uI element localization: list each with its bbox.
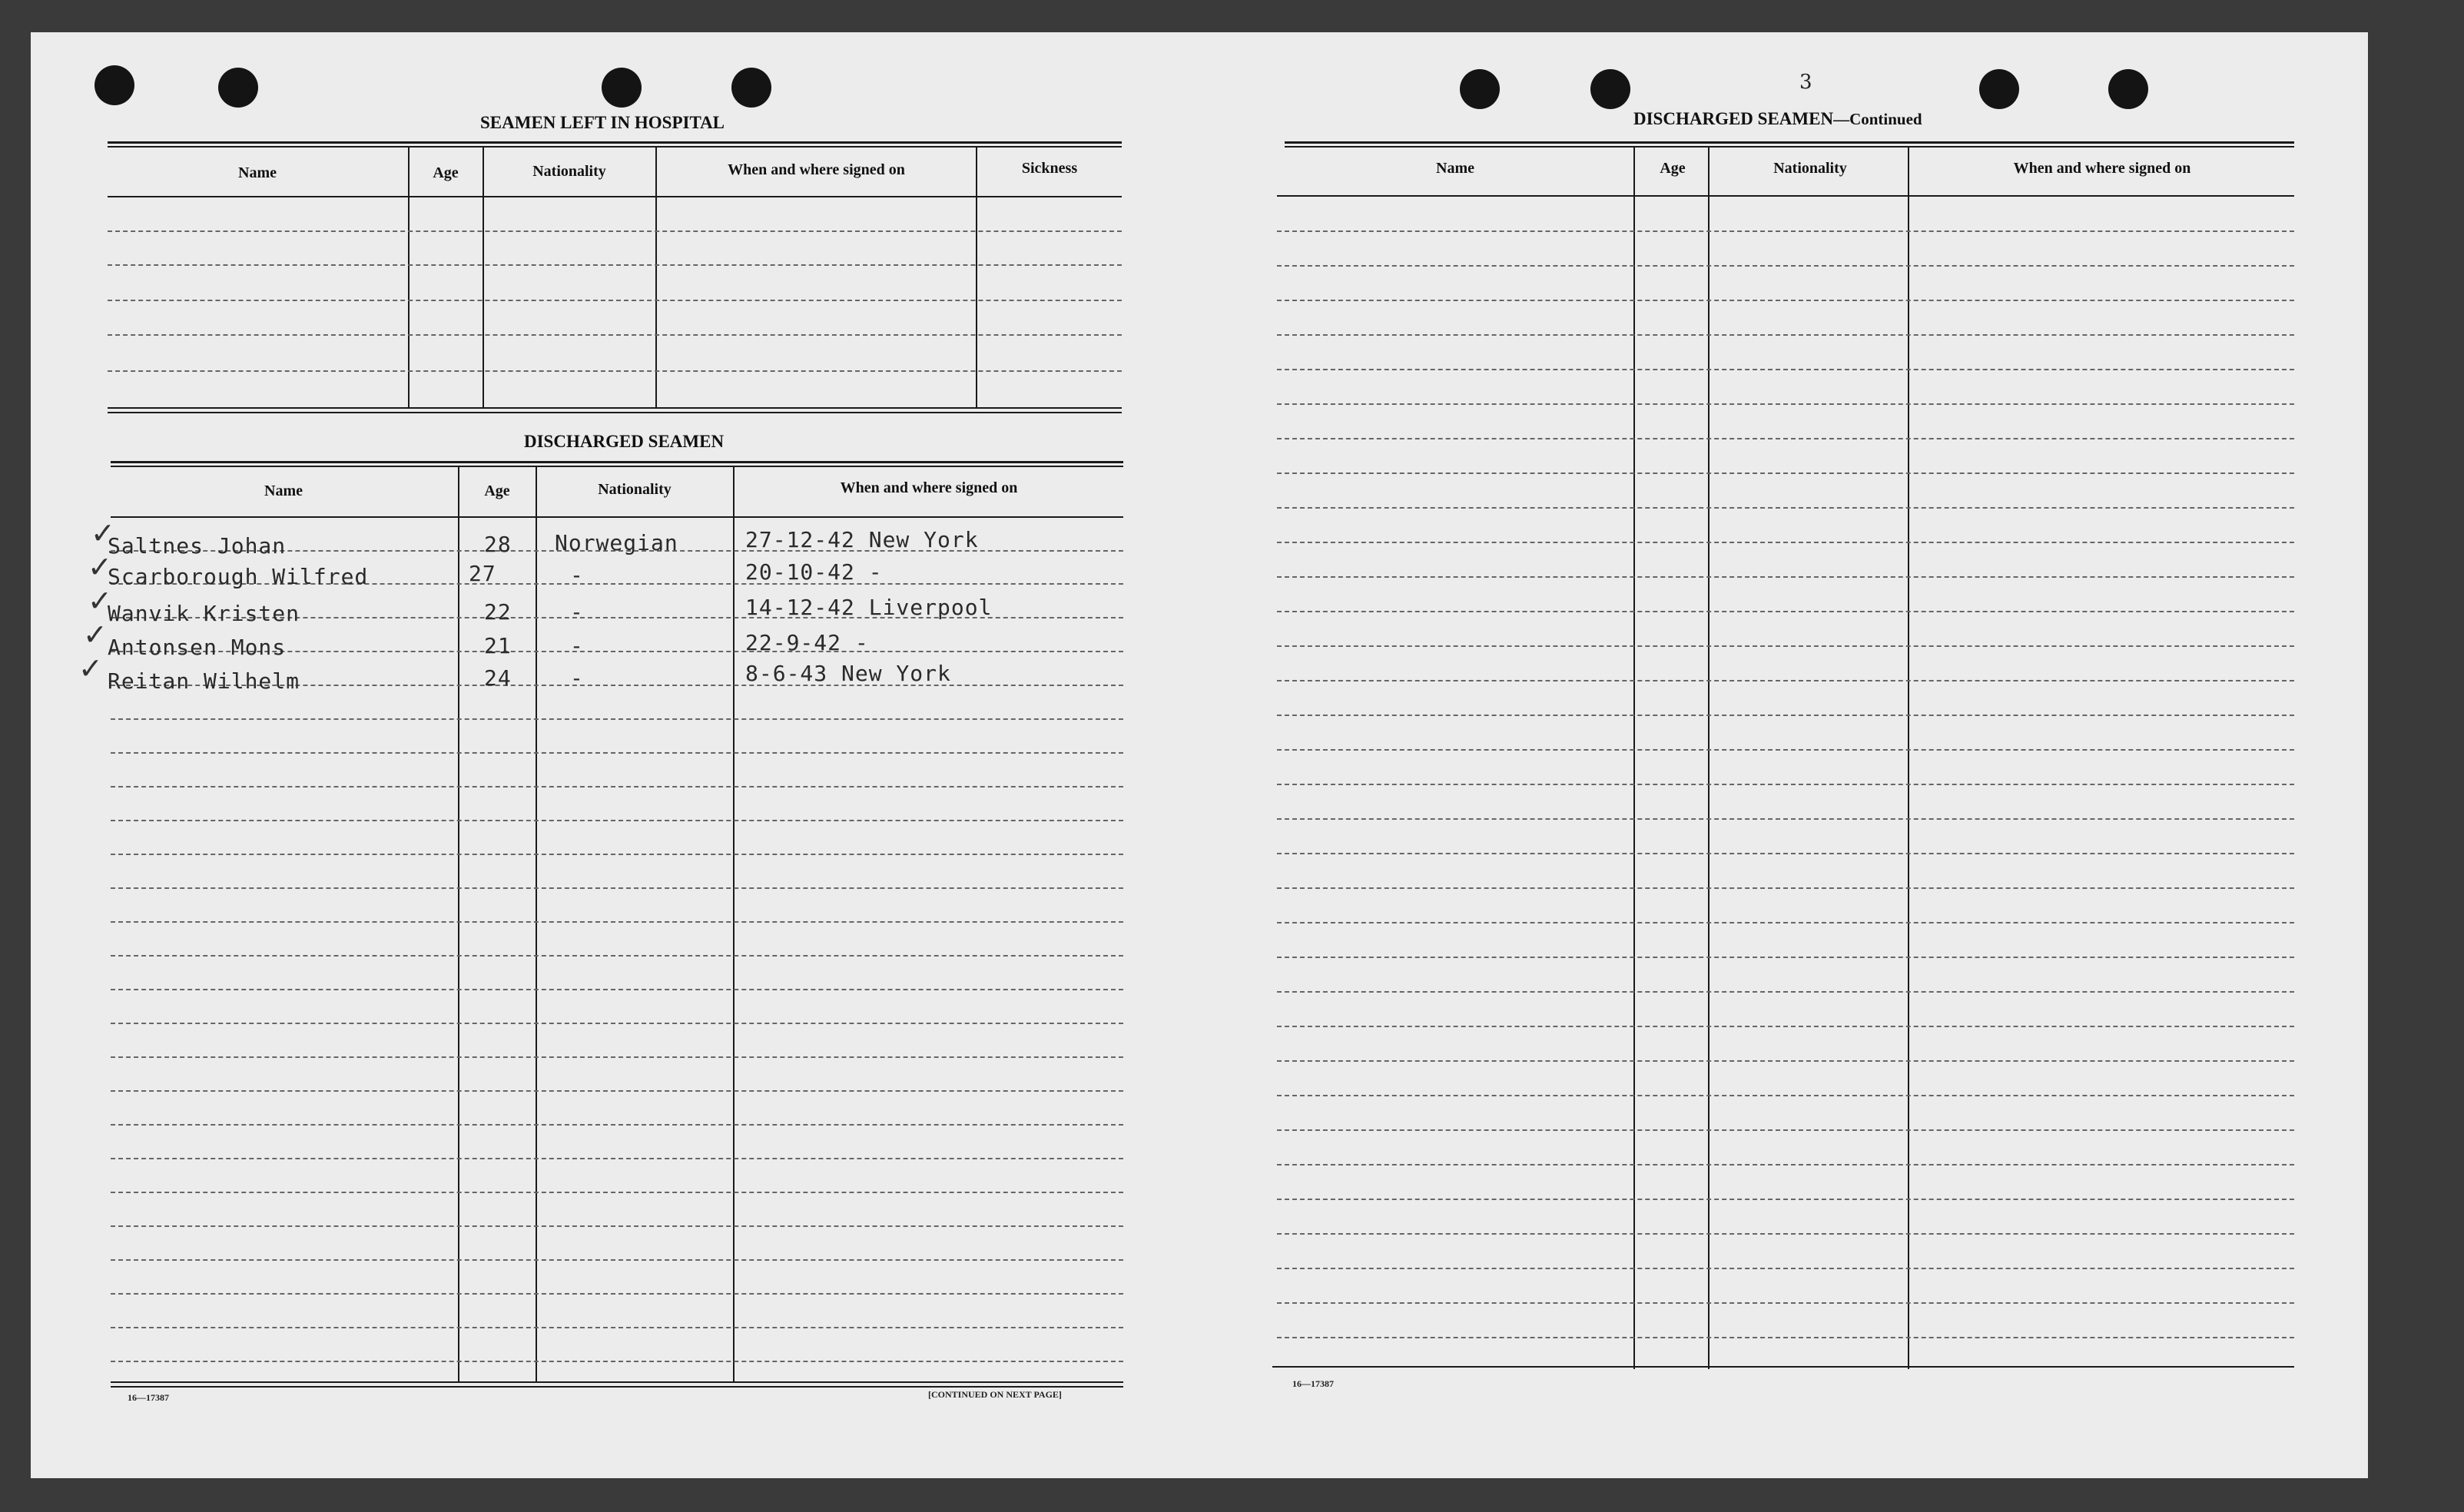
- discharged-section-title: DISCHARGED SEAMEN: [524, 432, 725, 451]
- entry-line: [111, 820, 1123, 821]
- document-page: [31, 32, 2368, 1478]
- column-divider: [1708, 148, 1710, 1369]
- entry-line: [108, 264, 1122, 266]
- column-header-age: Age: [1660, 160, 1686, 177]
- entry-line: [1277, 1129, 2294, 1131]
- entry-line: [1277, 1164, 2294, 1166]
- punch-hole: [731, 68, 771, 108]
- entry-line: [108, 300, 1122, 301]
- seaman-name: Antonsen Mons: [108, 635, 287, 660]
- form-number: 16—17387: [128, 1392, 169, 1403]
- seaman-signed-on: 27-12-42 New York: [745, 527, 979, 552]
- entry-line: [111, 955, 1123, 957]
- table-rule: [1272, 1366, 2294, 1368]
- column-divider: [1633, 148, 1635, 1369]
- column-divider: [655, 148, 657, 409]
- seaman-nationality: -: [570, 633, 584, 658]
- table-rule: [1285, 146, 2294, 148]
- entry-line: [111, 887, 1123, 889]
- table-rule: [1285, 141, 2294, 144]
- continued-title-suffix: —Continued: [1833, 110, 1922, 128]
- column-divider: [483, 148, 484, 409]
- seaman-age: 24: [484, 665, 512, 691]
- entry-line: [1277, 265, 2294, 267]
- entry-line: [1277, 1337, 2294, 1338]
- column-header-nationality: Nationality: [1773, 160, 1847, 177]
- seaman-name: Scarborough Wilfred: [108, 564, 369, 589]
- hospital-section-title: SEAMEN LEFT IN HOSPITAL: [480, 113, 725, 132]
- entry-line: [1277, 1026, 2294, 1027]
- seaman-nationality: -: [570, 665, 584, 691]
- column-header-sickness: Sickness: [1021, 160, 1078, 177]
- entry-line: [1277, 957, 2294, 958]
- continued-note: [CONTINUED ON NEXT PAGE]: [928, 1389, 1062, 1400]
- entry-line: [1277, 334, 2294, 336]
- column-header-age: Age: [433, 164, 459, 181]
- entry-line: [1277, 507, 2294, 509]
- entry-line: [1277, 369, 2294, 370]
- seaman-signed-on: 22-9-42 -: [745, 630, 869, 655]
- entry-line: [1277, 784, 2294, 785]
- entry-line: [111, 1225, 1123, 1227]
- seaman-name: Saltnes Johan: [108, 533, 287, 559]
- entry-line: [1277, 1060, 2294, 1062]
- entry-line: [108, 334, 1122, 336]
- column-header-name: Name: [238, 164, 277, 181]
- entry-line: [111, 1124, 1123, 1126]
- column-header-nationality: Nationality: [598, 481, 672, 498]
- column-divider: [458, 467, 459, 1383]
- entry-line: [111, 718, 1123, 720]
- entry-line: [108, 370, 1122, 372]
- column-header-age: Age: [484, 482, 510, 499]
- entry-line: [1277, 472, 2294, 474]
- table-rule: [1277, 195, 2294, 197]
- table-rule: [111, 516, 1123, 518]
- entry-line: [1277, 991, 2294, 993]
- entry-line: [1277, 1095, 2294, 1096]
- seaman-nationality: -: [570, 562, 584, 588]
- entry-line: [111, 1158, 1123, 1159]
- punch-hole: [1979, 69, 2019, 109]
- entry-line: [1277, 749, 2294, 751]
- entry-line: [1277, 230, 2294, 232]
- table-rule: [111, 461, 1123, 463]
- column-header-signed-on: When and where signed on: [2013, 160, 2191, 177]
- table-rule: [108, 141, 1122, 144]
- column-divider: [733, 467, 735, 1383]
- table-rule: [108, 196, 1122, 197]
- entry-line: [111, 1192, 1123, 1193]
- checkmark-icon: ✓: [88, 584, 112, 618]
- entry-line: [111, 854, 1123, 855]
- entry-line: [111, 989, 1123, 990]
- entry-line: [1277, 715, 2294, 716]
- entry-line: [1277, 680, 2294, 681]
- entry-line: [111, 786, 1123, 788]
- seaman-name: Reitan Wilhelm: [108, 668, 300, 694]
- column-divider: [408, 148, 410, 409]
- seaman-age: 22: [484, 599, 512, 625]
- checkmark-icon: ✓: [91, 516, 115, 550]
- entry-line: [1277, 1199, 2294, 1200]
- column-header-nationality: Nationality: [532, 163, 606, 180]
- table-rule: [111, 1381, 1123, 1383]
- entry-line: [1277, 818, 2294, 820]
- entry-line: [111, 1090, 1123, 1092]
- entry-line: [1277, 1233, 2294, 1235]
- entry-line: [1277, 576, 2294, 578]
- entry-line: [1277, 1268, 2294, 1269]
- table-rule: [108, 407, 1122, 409]
- seaman-age: 28: [484, 532, 512, 557]
- entry-line: [1277, 611, 2294, 612]
- continued-title-main: DISCHARGED SEAMEN: [1633, 109, 1834, 128]
- entry-line: [111, 1361, 1123, 1362]
- punch-hole: [218, 68, 258, 108]
- page-number: 3: [1799, 71, 1812, 94]
- entry-line: [1277, 1302, 2294, 1304]
- column-header-signed-on: When and where signed on: [728, 161, 905, 178]
- seaman-signed-on: 14-12-42 Liverpool: [745, 595, 993, 620]
- punch-hole: [95, 65, 134, 105]
- seaman-nationality: -: [570, 599, 584, 625]
- column-header-signed-on: When and where signed on: [840, 479, 1018, 496]
- entry-line: [1277, 300, 2294, 301]
- table-rule: [108, 146, 1122, 148]
- entry-line: [1277, 403, 2294, 405]
- checkmark-icon: ✓: [88, 550, 112, 584]
- seaman-age: 21: [484, 633, 512, 658]
- table-rule: [111, 1386, 1123, 1388]
- entry-line: [1277, 438, 2294, 439]
- punch-hole: [2108, 69, 2148, 109]
- form-number: 16—17387: [1292, 1378, 1334, 1389]
- entry-line: [111, 1293, 1123, 1295]
- entry-line: [108, 230, 1122, 232]
- entry-line: [111, 1023, 1123, 1024]
- seaman-signed-on: 8-6-43 New York: [745, 661, 951, 686]
- table-rule: [108, 412, 1122, 413]
- entry-line: [1277, 887, 2294, 889]
- entry-line: [1277, 542, 2294, 543]
- entry-line: [111, 1327, 1123, 1328]
- entry-line: [1277, 922, 2294, 923]
- punch-hole: [1460, 69, 1500, 109]
- entry-line: [1277, 853, 2294, 854]
- column-header-name: Name: [264, 482, 303, 499]
- seaman-nationality: Norwegian: [555, 530, 678, 555]
- column-divider: [536, 467, 537, 1383]
- seaman-age: 27: [469, 561, 496, 586]
- entry-line: [111, 752, 1123, 754]
- entry-line: [111, 921, 1123, 923]
- entry-line: [111, 1056, 1123, 1058]
- column-divider: [976, 148, 977, 409]
- table-rule: [111, 466, 1123, 467]
- seaman-signed-on: 20-10-42 -: [745, 559, 883, 585]
- seaman-name: Wanvik Kristen: [108, 601, 300, 626]
- punch-hole: [1590, 69, 1630, 109]
- column-header-name: Name: [1436, 160, 1474, 177]
- checkmark-icon: ✓: [78, 652, 103, 685]
- punch-hole: [602, 68, 642, 108]
- continued-section-title: [1633, 109, 1922, 129]
- entry-line: [111, 1259, 1123, 1261]
- entry-line: [1277, 645, 2294, 647]
- column-divider: [1908, 148, 1909, 1369]
- checkmark-icon: ✓: [83, 618, 108, 652]
